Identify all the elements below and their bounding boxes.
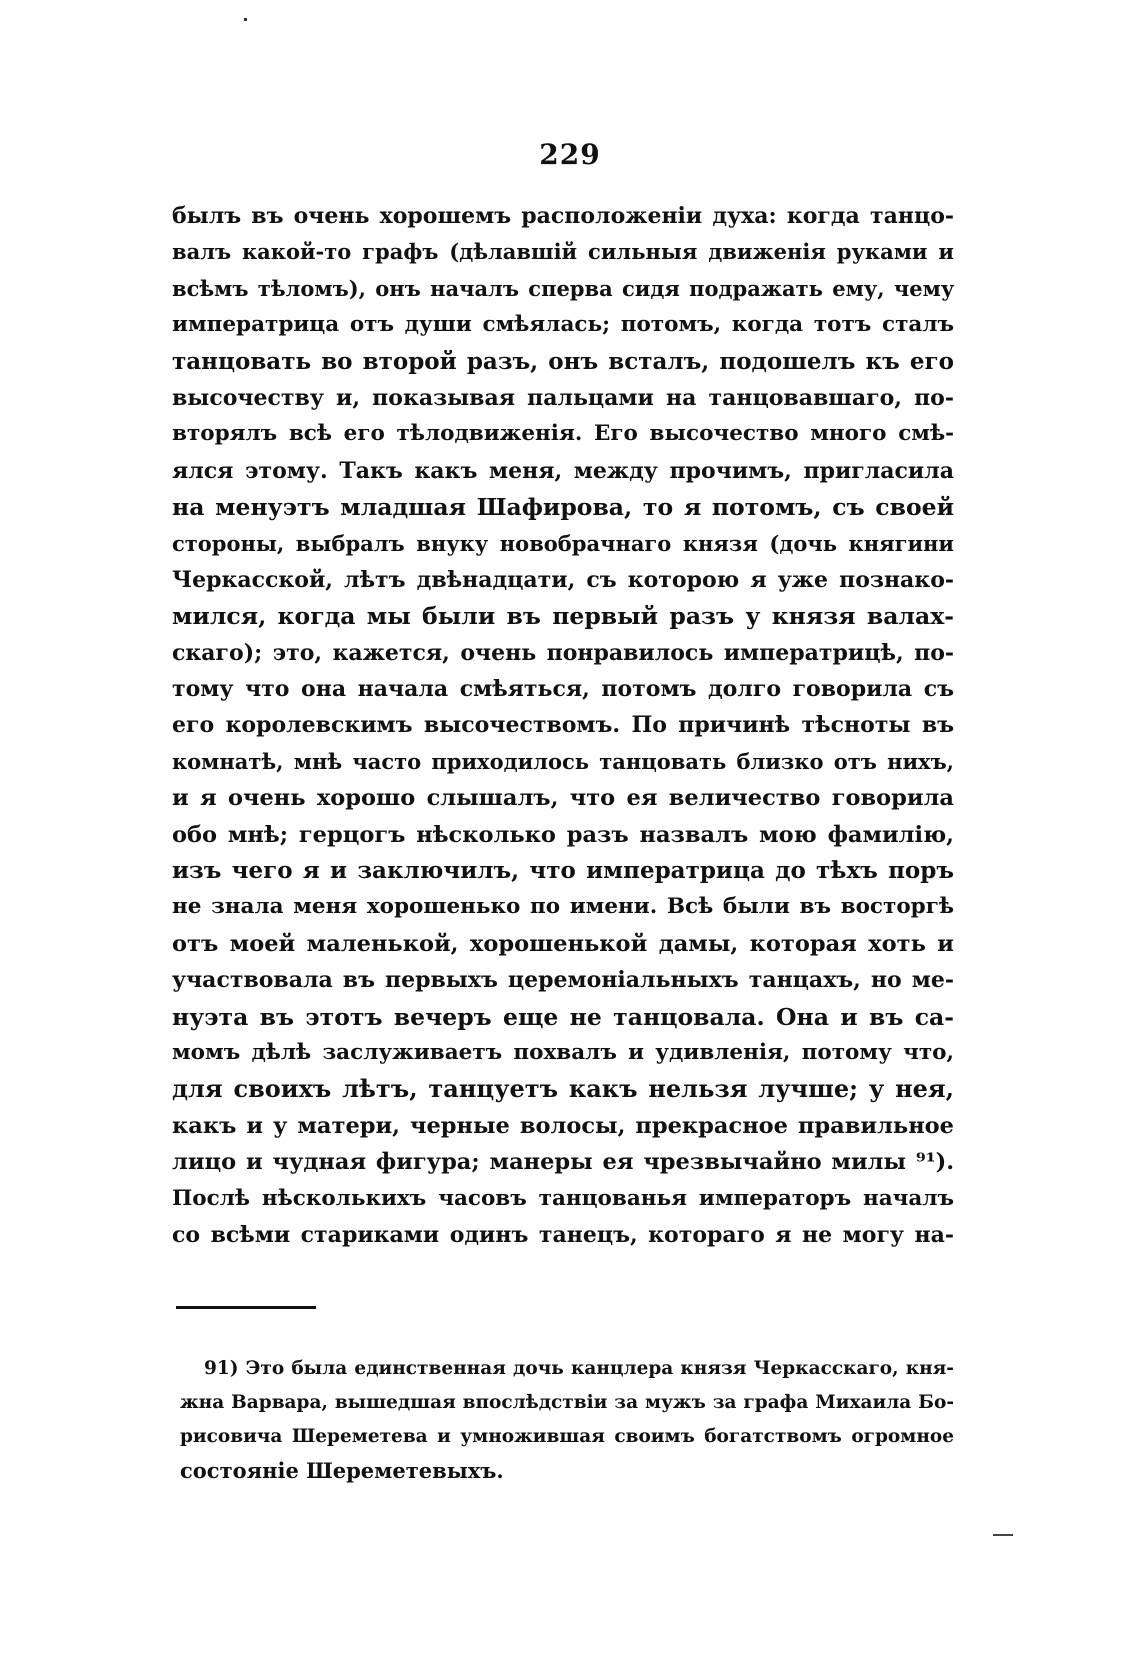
text-line: стороны, выбралъ внуку новобрачнаго князя (дочь княгини xyxy=(172,530,954,556)
text-line: вторялъ всѣ его тѣлодвиженiя. Его высочество много смѣ- xyxy=(172,421,954,447)
text-line: мился, когда мы были въ первый разъ у князя валах- xyxy=(172,602,954,631)
text-line: и я очень хорошо слышалъ, что ея величество говорила xyxy=(172,785,954,812)
footnote-divider xyxy=(176,1306,316,1309)
text-line: нуэта въ этотъ вечеръ еще не танцовала. Она и въ са- xyxy=(172,1002,954,1031)
footnote-line: жна Варвара, вышедшая впослѣдствiи за мужъ за графа Михаила Бо- xyxy=(180,1392,954,1413)
text-line: Послѣ нѣсколькихъ часовъ танцованья императоръ началъ xyxy=(172,1185,954,1211)
text-line: ялся этому. Такъ какъ меня, между прочимъ, пригласила xyxy=(172,457,954,484)
text-line: тому что она начала смѣяться, потомъ долго говорила съ xyxy=(172,676,954,703)
text-line: момъ дѣлѣ заслуживаетъ похвалъ и удивленiя, потому что, xyxy=(172,1039,954,1065)
text-line: былъ въ очень хорошемъ расположенiи духа: когда танцо- xyxy=(172,203,954,229)
text-line: со всѣми стариками одинъ танецъ, котораго я не могу на- xyxy=(172,1221,954,1248)
text-line: скаго); это, кажется, очень понравилось императрицѣ, по- xyxy=(172,639,954,666)
footnote-line: состоянiе Шереметевыхъ. xyxy=(180,1458,504,1483)
text-line: на менуэтъ младшая Шафирова, то я потомъ, съ своей xyxy=(172,493,954,522)
text-line: лицо и чудная фигура; манеры ея чрезвычайно милы ⁹¹). xyxy=(172,1149,955,1176)
text-line: какъ и у матери, черные волосы, прекрасное правильное xyxy=(172,1112,954,1139)
text-line: изъ чего я и заключилъ, что императрица до тѣхъ поръ xyxy=(172,857,954,885)
text-line: комнатѣ, мнѣ часто приходилось танцовать близко отъ нихъ, xyxy=(172,748,954,774)
text-line: Черкасской, лѣтъ двѣнадцати, съ которою я уже познако- xyxy=(172,566,954,593)
footnote-line: рисовича Шереметева и умножившая своимъ богатствомъ огромное xyxy=(180,1426,954,1447)
text-line: отъ моей маленькой, хорошенькой дамы, которая хоть и xyxy=(172,930,954,957)
text-line: не знала меня хорошенько по имени. Всѣ были въ восторгѣ xyxy=(172,894,954,920)
text-line: всѣмъ тѣломъ), онъ началъ сперва сидя подражать ему, чему xyxy=(172,275,955,301)
print-speck xyxy=(244,18,247,21)
page-number: 229 xyxy=(539,138,601,171)
text-line: императрица отъ души смѣялась; потомъ, когда тотъ сталъ xyxy=(172,312,954,338)
text-line: обо мнѣ; герцогъ нѣсколько разъ назвалъ мою фамилiю, xyxy=(172,821,954,848)
body-text xyxy=(172,198,954,1253)
footnote-line: 91) Это была единственная дочь канцлера князя Черкасскаго, кня- xyxy=(204,1358,954,1379)
footnote-block xyxy=(180,1352,954,1488)
text-line: участвовала въ первыхъ церемонiальныхъ танцахъ, но ме- xyxy=(172,967,954,994)
text-line: высочеству и, показывая пальцами на танцовавшаго, по- xyxy=(172,384,954,411)
text-line: валъ какой-то графъ (дѣлавшiй сильныя движенiя руками и xyxy=(172,239,954,265)
text-line: для своихъ лѣтъ, танцуетъ какъ нельзя лучше; у нея, xyxy=(172,1074,954,1104)
text-line: его королевскимъ высочествомъ. По причинѣ тѣсноты въ xyxy=(172,712,954,739)
print-mark xyxy=(993,1534,1013,1536)
text-line: танцовать во второй разъ, онъ всталъ, подошелъ къ его xyxy=(172,347,954,375)
